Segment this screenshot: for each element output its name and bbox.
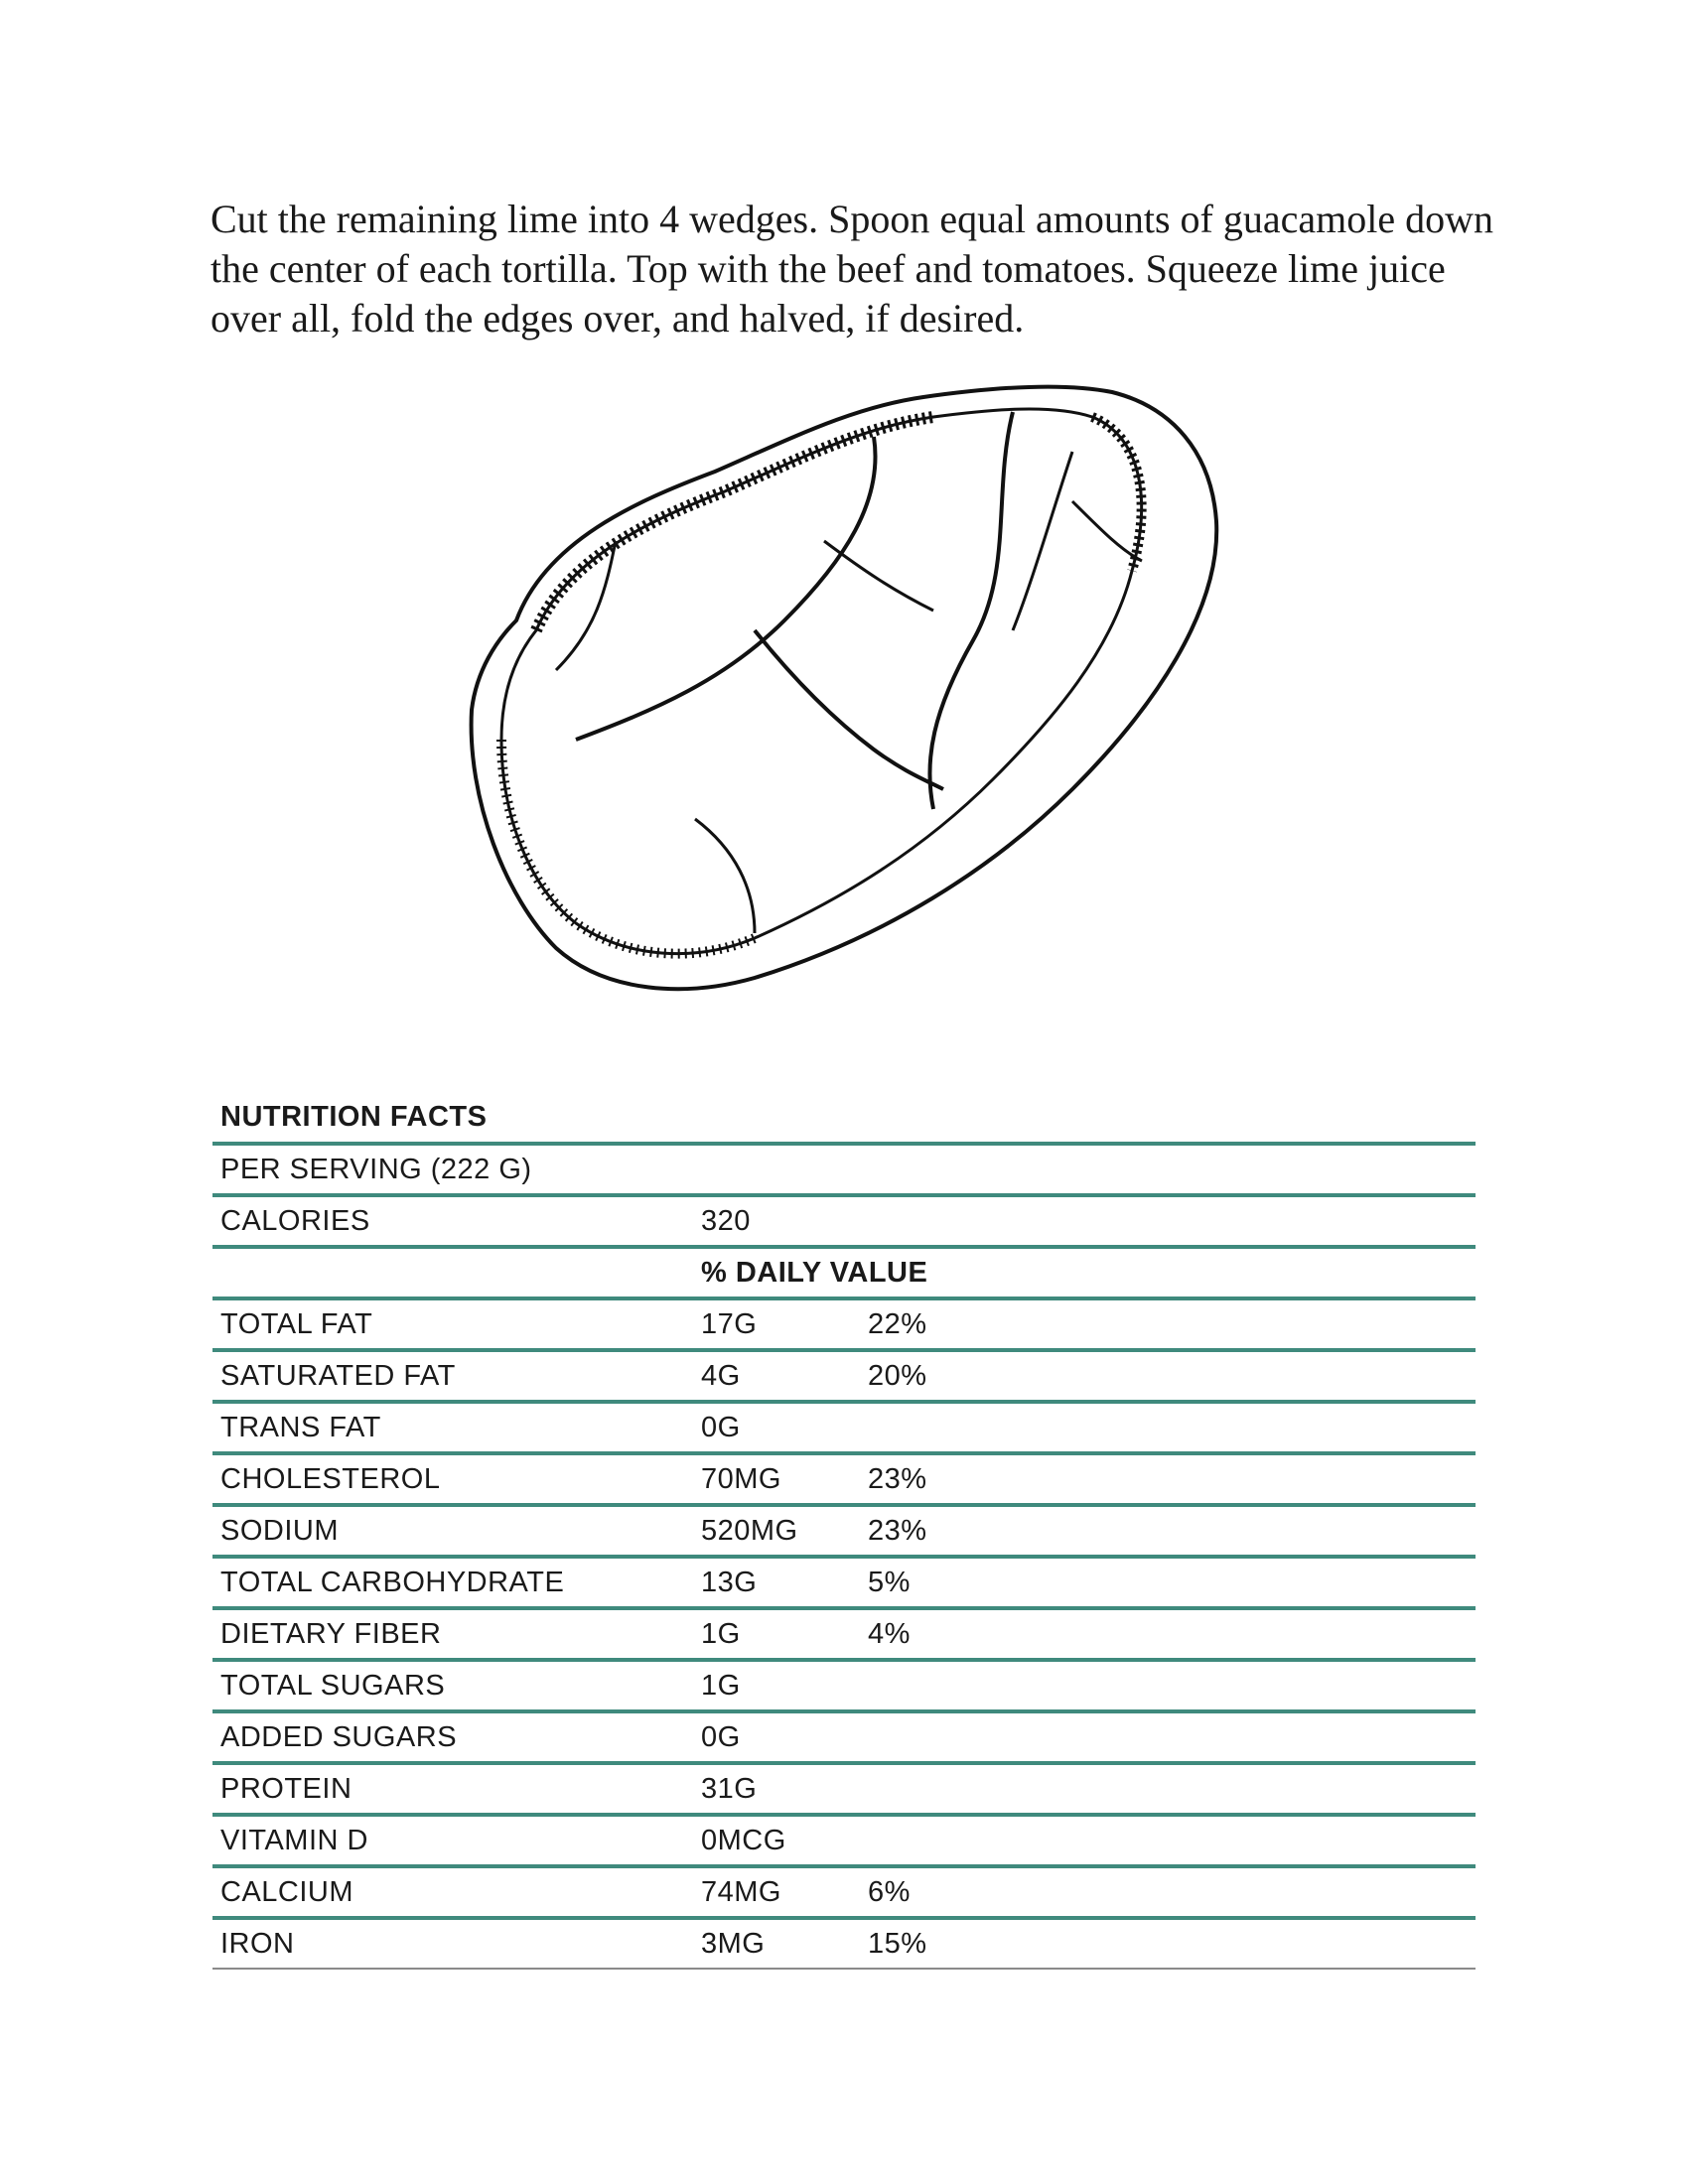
nutrient-daily-value: 4%	[868, 1617, 911, 1650]
daily-value-header-row	[212, 1249, 1476, 1300]
nutrient-label: TRANS FAT	[220, 1411, 381, 1443]
nutrient-amount: 0G	[701, 1720, 741, 1753]
nutrient-label: TOTAL CARBOHYDRATE	[220, 1566, 565, 1598]
nutrient-label: CHOLESTEROL	[220, 1462, 441, 1495]
nutrient-row	[212, 1404, 1476, 1455]
nutrient-amount: 4G	[701, 1359, 741, 1392]
nutrient-amount: 13G	[701, 1566, 758, 1598]
steak-illustration-icon	[457, 382, 1231, 1018]
nutrient-daily-value: 22%	[868, 1307, 927, 1340]
nutrient-rows	[212, 1300, 1476, 1970]
nutrition-facts-table	[212, 1092, 1476, 1970]
nutrient-row	[212, 1662, 1476, 1713]
nutrient-amount: 74MG	[701, 1875, 781, 1908]
nutrient-row	[212, 1817, 1476, 1868]
nutrient-daily-value: 6%	[868, 1875, 911, 1908]
nutrient-row	[212, 1559, 1476, 1610]
nutrient-amount: 0G	[701, 1411, 741, 1443]
recipe-instructions: Cut the remaining lime into 4 wedges. Spoon equal amounts of guacamole down the center of each tortilla. Top with the beef and tomatoes. Squeeze lime juice over all, fold the edges over, and halved, if desired.	[211, 197, 1493, 341]
serving-row	[212, 1146, 1476, 1197]
nutrient-daily-value: 15%	[868, 1927, 927, 1960]
nutrient-amount: 0MCG	[701, 1824, 786, 1856]
nutrient-amount: 31G	[701, 1772, 758, 1805]
nutrient-amount: 1G	[701, 1617, 741, 1650]
calories-value: 320	[701, 1204, 751, 1237]
nutrient-label: TOTAL SUGARS	[220, 1669, 446, 1702]
nutrient-amount: 70MG	[701, 1462, 781, 1495]
calories-label: CALORIES	[220, 1204, 370, 1237]
nutrient-amount: 1G	[701, 1669, 741, 1702]
nutrient-row	[212, 1765, 1476, 1817]
nutrient-label: SODIUM	[220, 1514, 339, 1547]
nutrient-label: VITAMIN D	[220, 1824, 368, 1856]
nutrition-title: NUTRITION FACTS	[212, 1092, 1476, 1146]
nutrient-row	[212, 1507, 1476, 1559]
nutrient-label: CALCIUM	[220, 1875, 354, 1908]
nutrient-daily-value: 23%	[868, 1462, 927, 1495]
nutrient-row	[212, 1352, 1476, 1404]
serving-size: PER SERVING (222 G)	[220, 1153, 532, 1185]
nutrient-label: SATURATED FAT	[220, 1359, 456, 1392]
nutrient-amount: 17G	[701, 1307, 758, 1340]
nutrient-amount: 520MG	[701, 1514, 798, 1547]
nutrient-label: DIETARY FIBER	[220, 1617, 442, 1650]
nutrient-label: TOTAL FAT	[220, 1307, 373, 1340]
daily-value-header: % DAILY VALUE	[701, 1256, 928, 1289]
calories-row	[212, 1197, 1476, 1249]
nutrient-row	[212, 1868, 1476, 1920]
nutrient-label: ADDED SUGARS	[220, 1720, 458, 1753]
nutrient-row	[212, 1455, 1476, 1507]
nutrient-row	[212, 1713, 1476, 1765]
nutrient-row	[212, 1920, 1476, 1970]
nutrient-label: PROTEIN	[220, 1772, 352, 1805]
nutrient-row	[212, 1300, 1476, 1352]
nutrient-daily-value: 5%	[868, 1566, 911, 1598]
nutrient-amount: 3MG	[701, 1927, 766, 1960]
nutrient-label: IRON	[220, 1927, 295, 1960]
nutrient-daily-value: 20%	[868, 1359, 927, 1392]
nutrient-row	[212, 1610, 1476, 1662]
nutrient-daily-value: 23%	[868, 1514, 927, 1547]
